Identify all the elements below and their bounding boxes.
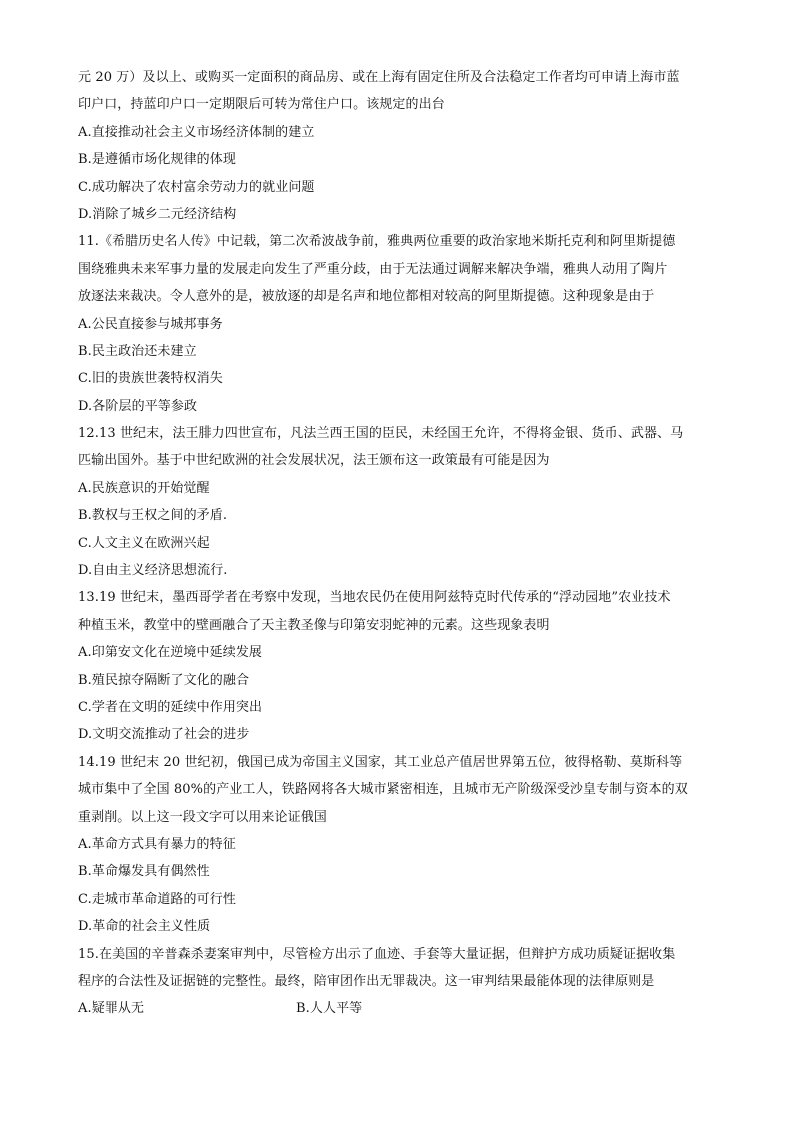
q11-option-c: C.旧的贵族世袭特权消失 <box>78 371 223 387</box>
q10-option-b: B.是遵循市场化规律的体现 <box>78 152 236 168</box>
q13-option-c: C.学者在文明的延续中作用突出 <box>78 699 263 715</box>
q15-stem-line-1: 15.在美国的辛普森杀妻案审判中，尽管检方出示了血迹、手套等大量证据，但辩护方成功质疑证据收集 <box>78 946 676 962</box>
q14-option-d: D.革命的社会主义性质 <box>78 919 211 935</box>
q13-stem-line-2: 种植玉米，教堂中的壁画融合了天主教圣像与印第安羽蛇神的元素。这些现象表明 <box>78 617 550 633</box>
q14-option-b: B.革命爆发具有偶然性 <box>78 864 210 880</box>
q11-option-d: D.各阶层的平等参政 <box>78 398 198 414</box>
q15-options-row <box>78 995 718 1022</box>
q15-option-b: B.人人平等 <box>296 1001 363 1017</box>
q10-option-d: D.消除了城乡二元经济结构 <box>78 206 237 222</box>
exam-page <box>78 64 718 1023</box>
q10-option-c: C.成功解决了农村富余劳动力的就业问题 <box>78 179 315 195</box>
q13-option-a: A.印第安文化在逆境中延续发展 <box>78 645 263 661</box>
q12-option-a: A.民族意识的开始觉醒 <box>78 480 210 496</box>
q14-stem-line-1: 14.19 世纪末 20 世纪初，俄国已成为帝国主义国家，其工业总产值居世界第五位，彼得格勒、莫斯科等 <box>78 754 683 770</box>
q11-option-a: A.公民直接参与城邦事务 <box>78 316 223 332</box>
q12-option-c: C.人文主义在欧洲兴起 <box>78 535 210 551</box>
q10-stem-line-1: 元 20 万）及以上、或购买一定面积的商品房、或在上海有固定住所及合法稳定工作者均可申请上海市蓝 <box>78 70 680 85</box>
q13-stem-line-1: 13.19 世纪末，墨西哥学者在考察中发现，当地农民仍在使用阿兹特克时代传承的“浮动园地”农业技术 <box>78 590 671 606</box>
q14-option-c: C.走城市革命道路的可行性 <box>78 891 236 907</box>
q15-option-a: A.疑罪从无 <box>78 1001 145 1017</box>
q11-stem-line-1: 11.《希腊历史名人传》中记载，第二次希波战争前，雅典两位重要的政治家地米斯托克利和阿里斯提德 <box>78 234 676 250</box>
q12-stem-line-1: 12.13 世纪末，法王腓力四世宣布，凡法兰西王国的臣民，未经国王允许，不得将金银、货币、武器、马 <box>78 426 684 442</box>
q11-option-b: B.民主政治还未建立 <box>78 343 197 359</box>
q14-option-a: A.革命方式具有暴力的特征 <box>78 836 236 852</box>
q10-option-a: A.直接推动社会主义市场经济体制的建立 <box>78 124 315 140</box>
q11-stem-line-3: 放逐法来裁决。令人意外的是，被放逐的却是名声和地位都相对较高的阿里斯提德。这种现象是由于 <box>78 289 655 305</box>
q11-stem-line-2: 围绕雅典未来军事力量的发展走向发生了严重分歧，由于无法通过调解来解决争端，雅典人动用了陶片 <box>78 261 668 277</box>
q10-stem-line-2: 印户口，持蓝印户口一定期限后可转为常住户口。该规定的出台 <box>78 97 445 113</box>
q12-stem-line-2: 匹输出国外。基于中世纪欧洲的社会发展状况，法王颁布这一政策最有可能是因为 <box>78 453 550 469</box>
q13-option-d: D.文明交流推动了社会的进步 <box>78 727 250 743</box>
q13-option-b: B.殖民掠夺隔断了文化的融合 <box>78 672 250 688</box>
q15-stem-line-2: 程序的合法性及证据链的完整性。最终，陪审团作出无罪裁决。这一审判结果最能体现的法律原则是 <box>78 973 655 989</box>
q14-stem-line-3: 重剥削。以上这一段文字可以用来论证俄国 <box>78 809 327 825</box>
q12-option-d: D.自由主义经济思想流行. <box>78 563 228 579</box>
q14-stem-line-2: 城市集中了全国 80%的产业工人，铁路网将各大城市紧密相连，且城市无产阶级深受沙皇专制与资本的双 <box>78 782 688 798</box>
q12-option-b: B.教权与王权之间的矛盾. <box>78 508 228 524</box>
